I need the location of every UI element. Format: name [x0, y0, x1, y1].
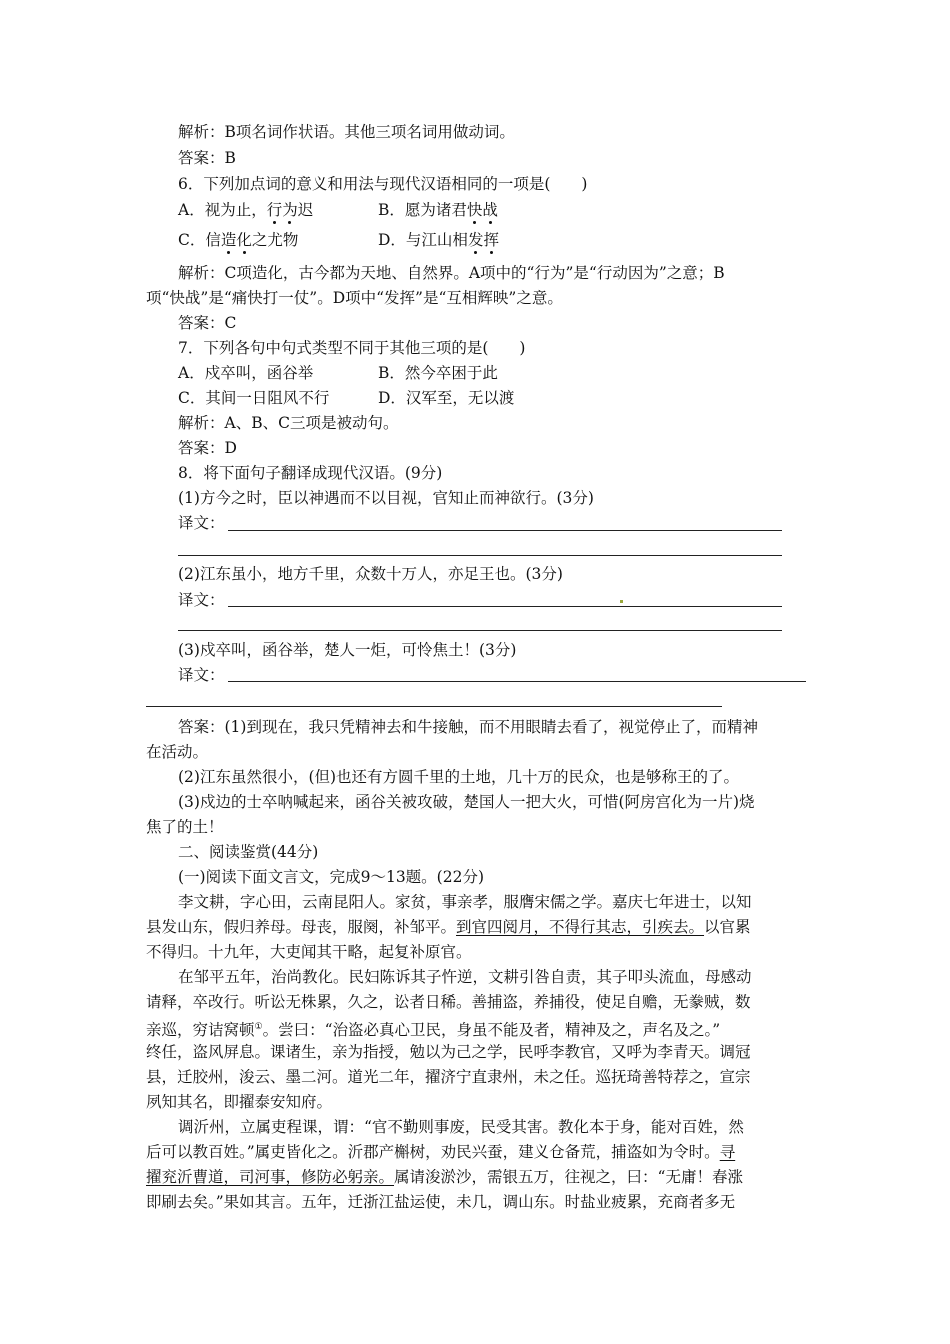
q8-sentence-1: (1)方今之时，臣以神遇而不以目视，官知止而神欲行。(3分)	[178, 489, 594, 507]
q6-option-c: C．信造化之尤物	[178, 231, 299, 249]
scan-speck	[620, 600, 623, 603]
passage-line: 擢兖沂曹道，司河事，修防必躬亲。属请浚淤沙，需银五万，往视之，曰：“无庸！春涨	[146, 1168, 743, 1186]
underlined-sentence: 寻	[719, 1143, 736, 1161]
passage-line: 李文耕，字心田，云南昆阳人。家贫，事亲孝，服膺宋儒之学。嘉庆七年进士，以知	[178, 893, 752, 911]
q8-sentence-3: (3)戍卒叫，函谷举，楚人一炬，可怜焦土！(3分)	[178, 641, 517, 659]
passage-line: 不得归。十九年，大吏闻其干略，起复补原官。	[146, 943, 472, 961]
q7-option-b: B．然今卒困于此	[378, 364, 498, 382]
underlined-sentence: 擢兖沂曹道，司河事，修防必躬亲。	[146, 1168, 395, 1186]
passage-line: 夙知其名，即擢泰安知府。	[146, 1093, 333, 1111]
q7-stem: 7．下列各句中句式类型不同于其他三项的是( )	[178, 339, 526, 357]
answer-line	[178, 630, 782, 631]
q5-analysis: 解析：B项名词作状语。其他三项名词用做动词。	[178, 123, 515, 141]
dotted-char: 发	[467, 231, 484, 249]
dotted-char: 化	[236, 231, 252, 249]
q8-translation-label-3: 译文：	[178, 666, 225, 684]
passage-line: 终任，盗风屏息。课诸生，亲为指授，勉以为己之学，民呼李教官，又呼为李青天。调冠	[146, 1043, 751, 1061]
q7-option-d: D．汉军至，无以渡	[378, 389, 515, 407]
q7-option-c: C．其间一日阻风不行	[178, 389, 330, 407]
q6-option-d: D．与江山相发挥	[378, 231, 499, 249]
q8-answer-line5: 焦了的土！	[146, 818, 224, 836]
q8-translation-label-1: 译文：	[178, 514, 225, 532]
section-heading: 二、阅读鉴赏(44分)	[178, 843, 319, 861]
answer-line	[178, 555, 782, 556]
section-subheading: (一)阅读下面文言文，完成9～13题。(22分)	[178, 868, 484, 886]
answer-line	[228, 530, 782, 531]
q5-answer: 答案：B	[178, 149, 236, 167]
passage-line: 后可以教百姓。”属吏皆化之。沂郡产槲树，劝民兴蚕，建义仓备荒，捕盗如为令时。寻	[146, 1143, 736, 1161]
q6-answer: 答案：C	[178, 314, 237, 332]
q6-analysis-line2: 项“快战”是“痛快打一仗”。D项中“发挥”是“互相辉映”之意。	[146, 289, 563, 307]
passage-line: 即刷去矣。”果如其言。五年，迁浙江盐运使，未几，调山东。时盐业疲累，充商者多无	[146, 1193, 736, 1211]
passage-line: 调沂州，立属吏程课，谓：“官不勤则事废，民受其害。教化本于身，能对百姓，然	[178, 1118, 744, 1136]
q6-option-b: B．愿为诸君快战	[378, 201, 498, 219]
q7-answer: 答案：D	[178, 439, 237, 457]
dotted-char: 为	[282, 201, 298, 219]
passage-line: 亲巡，穷诘窝顿①。尝曰：“治盗必真心卫民，身虽不能及者，精神及之，声名及之。”	[146, 1021, 721, 1040]
q6-stem: 6．下列加点词的意义和用法与现代汉语相同的一项是( )	[178, 175, 588, 193]
q6-analysis-line1: 解析：C项造化，古今都为天地、自然界。A项中的“行为”是“行动因为”之意；B	[178, 264, 725, 282]
passage-line: 县，迁胶州，浚云、墨二河。道光二年，擢济宁直隶州，未之任。巡抚琦善特荐之，宣宗	[146, 1068, 751, 1086]
dotted-char: 行	[266, 201, 283, 219]
q8-answer-line1: 答案：(1)到现在，我只凭精神去和牛接触，而不用眼睛去看了，视觉停止了，而精神	[178, 718, 758, 736]
q7-analysis: 解析：A、B、C三项是被动句。	[178, 414, 399, 432]
q8-sentence-2: (2)江东虽小，地方千里，众数十万人，亦足王也。(3分)	[178, 565, 563, 583]
dotted-char: 战	[482, 201, 498, 219]
answer-line	[146, 706, 722, 707]
passage-line: 请释，卒改行。听讼无株累，久之，讼者日稀。善捕盗，养捕役，使足自赡，无豢贼，数	[146, 993, 751, 1011]
dotted-char: 造	[220, 231, 237, 249]
passage-line: 在邹平五年，治尚教化。民妇陈诉其子忤逆，文耕引咎自责，其子叩头流血，母感动	[178, 968, 752, 986]
q8-stem: 8．将下面句子翻译成现代汉语。(9分)	[178, 464, 443, 482]
q8-answer-line3: (2)江东虽然很小，(但)也还有方圆千里的土地，几十万的民众，也是够称王的了。	[178, 768, 740, 786]
dotted-char: 快	[466, 201, 483, 219]
passage-line: 县发山东，假归养母。母丧，服阕，补邹平。到官四阅月，不得行其志，引疾去。以官累	[146, 918, 751, 936]
answer-line	[228, 606, 782, 607]
q6-option-a: A．视为止，行为迟	[178, 201, 314, 219]
answer-line	[228, 681, 806, 682]
dotted-char: 挥	[483, 231, 499, 249]
q7-option-a: A．戍卒叫，函谷举	[178, 364, 314, 382]
q8-answer-line4: (3)戍边的士卒呐喊起来，函谷关被攻破，楚国人一把大火，可惜(阿房宫化为一片)烧	[178, 793, 755, 811]
underlined-sentence: 到官四阅月，不得行其志，引疾去。	[456, 918, 705, 936]
q8-translation-label-2: 译文：	[178, 591, 225, 609]
q8-answer-line2: 在活动。	[146, 743, 209, 761]
footnote-marker: ①	[254, 1022, 263, 1032]
